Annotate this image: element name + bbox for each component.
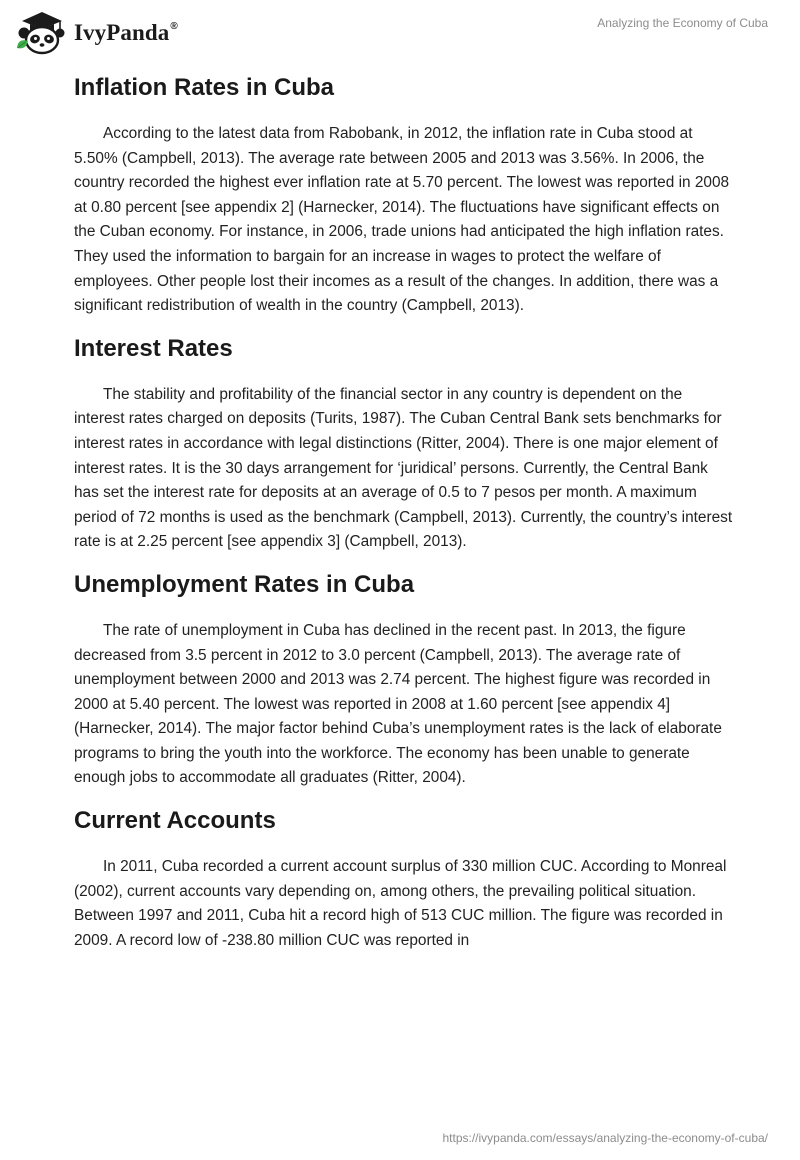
- section-heading: Interest Rates: [74, 334, 233, 362]
- panda-graduation-cap-icon: [14, 8, 66, 56]
- section-heading: Unemployment Rates in Cuba: [74, 570, 415, 598]
- article-body: [74, 70, 734, 965]
- section-inflation-rates: [74, 70, 734, 319]
- registered-mark: ®: [170, 21, 178, 32]
- brand-name: IvyPanda®: [74, 20, 178, 45]
- section-paragraph: According to the latest data from Rabobank, in 2012, the inflation rate in Cuba stood at 5.50% (Campbell, 2013). The average rate between 2005 and 2013 was 3.56%. In 2006, the country recorded the highest ever inflation rate at 5.70 percent. The lowest was reported in 2008 at 0.80 percent [see appendix 2] (Harnecker, 2014). The fluctuations have significant effects on the Cuban economy. For instance, in 2006, trade unions had anticipated the high inflation rates. They used the information to bargain for an increase in wages to protect the welfare of employees. Other people lost their incomes as a result of the changes. In addition, there was a significant redistribution of wealth in the country (Campbell, 2013).: [74, 125, 730, 315]
- section-paragraph: In 2011, Cuba recorded a current account surplus of 330 million CUC. According to Monreal (2002), current accounts vary depending on, among others, the prevailing political situation. Between 1997 and 2011, Cuba hit a record high of 513 CUC million. The figure was recorded in 2009. A record low of -238.80 million CUC was reported in: [74, 858, 727, 949]
- section-current-accounts: [74, 803, 734, 953]
- source-url[interactable]: https://ivypanda.com/essays/analyzing-the-economy-of-cuba/: [442, 1131, 768, 1145]
- document-title: Analyzing the Economy of Cuba: [597, 16, 768, 30]
- section-heading: Inflation Rates in Cuba: [74, 74, 335, 101]
- section-unemployment-rates: [74, 567, 734, 791]
- ivypanda-logo[interactable]: [14, 8, 178, 56]
- section-paragraph: The stability and profitability of the financial sector in any country is dependent on the interest rates charged on deposits (Turits, 1987). The Cuban Central Bank sets benchmarks for interest rates in accordance with legal distinctions (Ritter, 2004). There is one major element of interest rates. It is the 30 days arrangement for ‘juridical’ persons. Currently, the Central Bank has set the interest rate for deposits at an average of 0.5 to 7 pesos per month. A maximum period of 72 months is used as the benchmark (Campbell, 2013). Currently, the country’s interest rate is at 2.25 percent [see appendix 3] (Campbell, 2013).: [74, 385, 733, 551]
- section-paragraph: The rate of unemployment in Cuba has declined in the recent past. In 2013, the figure decreased from 3.5 percent in 2012 to 3.0 percent (Campbell, 2013). The average rate of unemployment between 2000 and 2013 was 2.74 percent. The highest figure was recorded in 2000 at 5.40 percent. The lowest was reported in 2008 at 1.60 percent [see appendix 4] (Harnecker, 2014). The major factor behind Cuba’s unemployment rates is the lack of elaborate programs to bring the youth into the workforce. The economy has been unable to generate enough jobs to accommodate all graduates (Ritter, 2004).: [74, 621, 722, 787]
- section-interest-rates: [74, 331, 734, 555]
- section-heading: Current Accounts: [74, 807, 276, 835]
- page-header: [0, 0, 800, 64]
